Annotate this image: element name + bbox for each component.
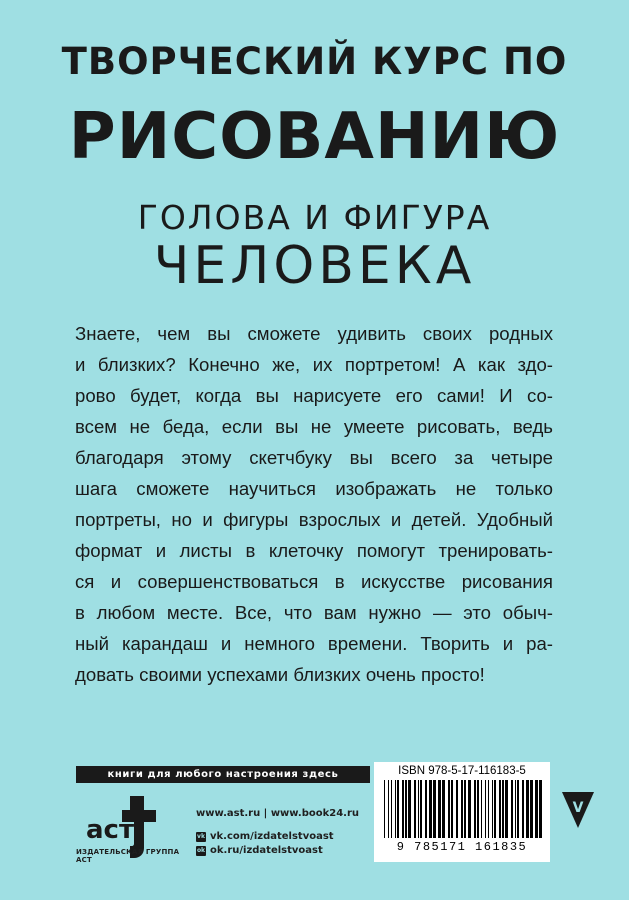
barcode-bar [414,780,416,838]
isbn: ISBN 978-5-17-116183-5 [398,765,526,777]
barcode-bar [397,780,399,838]
barcode-bar [456,780,458,838]
description-line: ный карандаш и немного времени. Творить и ра- [75,633,553,654]
barcode-bar [517,780,519,838]
ast-logo [78,790,188,890]
description-line: Знаете, чем вы сможете удивить своих родных [75,323,553,344]
barcode [380,780,544,840]
links-block [196,808,376,859]
barcode-bar [388,780,389,838]
barcode-bar [405,780,407,838]
barcode-bar [488,780,489,838]
description-line: портреты, но и фигуры взрослых и детей. Удобный [75,509,553,530]
ok-icon: ok [196,846,206,854]
barcode-bar [425,780,427,838]
barcode-bar [505,780,508,838]
barcode-box [374,762,550,862]
barcode-bar [464,780,466,838]
barcode-bar [511,780,513,838]
barcode-bar [442,780,445,838]
barcode-bar [502,780,504,838]
barcode-bar [522,780,524,838]
title-line-2: РИСОВАНИЮ [68,100,561,174]
barcode-bar [468,780,471,838]
barcode-bar [515,780,516,838]
barcode-bar [530,780,533,838]
barcode-bar [461,780,463,838]
barcode-bar [485,780,486,838]
description-line: шага сможете научиться изображать не только [75,478,553,499]
barcode-number: 9 785171 161835 [396,840,528,854]
barcode-bar [408,780,411,838]
barcode-bar [477,780,479,838]
description-line: довать своими успехами близких очень просто! [75,664,485,685]
title-line-1: ТВОРЧЕСКИЙ КУРС ПО [61,40,568,83]
age-rating-mark [560,790,596,830]
barcode-bar [474,780,476,838]
barcode-bar [391,780,392,838]
barcode-bar [438,780,441,838]
subtitle-line-2: ЧЕЛОВЕКА [153,236,476,296]
barcode-bar [535,780,538,838]
barcode-bar [402,780,404,838]
barcode-bar [481,780,482,838]
tagline-bar: книги для любого настроения здесь [76,766,370,783]
barcode-bar [420,780,422,838]
publisher-caption: ИЗДАТЕЛЬСКАЯ ГРУППА АСТ [76,848,180,864]
description-line: и близких? Конечно же, их портретом! А как здо- [75,354,553,375]
barcode-bar [499,780,501,838]
age-mark-text: V [572,800,584,816]
description-line: в любом месте. Все, что вам нужно — это обыч- [75,602,553,623]
barcode-bar [384,780,385,838]
vk-link-row[interactable] [196,831,376,842]
description [75,318,553,690]
barcode-bar [429,780,432,838]
ok-link[interactable]: ok.ru/izdatelstvoast [210,845,323,856]
barcode-bar [433,780,436,838]
barcode-bar [526,780,529,838]
description-line: благодаря этому скетчбуку вы всего за четыре [75,447,553,468]
barcode-bar [451,780,453,838]
barcode-bar [494,780,496,838]
description-line: всем не беда, если вы не умеете рисовать, ведь [75,416,553,437]
barcode-bar [492,780,493,838]
vk-link[interactable]: vk.com/izdatelstvoast [210,831,334,842]
description-line: формат и листы в клеточку помогут тренировать- [75,540,553,561]
description-line: ся и совершенствоваться в искусстве рисования [75,571,553,592]
subtitle-line-1: ГОЛОВА И ФИГУРА [137,198,492,237]
vk-icon: vk [197,832,205,840]
site-links[interactable]: www.ast.ru | www.book24.ru [196,808,360,819]
barcode-bar [448,780,450,838]
description-line: рово будет, когда вы нарисуете его сами! И со- [75,385,553,406]
barcode-bar [418,780,419,838]
ok-link-row[interactable] [196,845,376,856]
barcode-bar [395,780,396,838]
barcode-bar [539,780,542,838]
logo-text: аст [86,815,135,845]
